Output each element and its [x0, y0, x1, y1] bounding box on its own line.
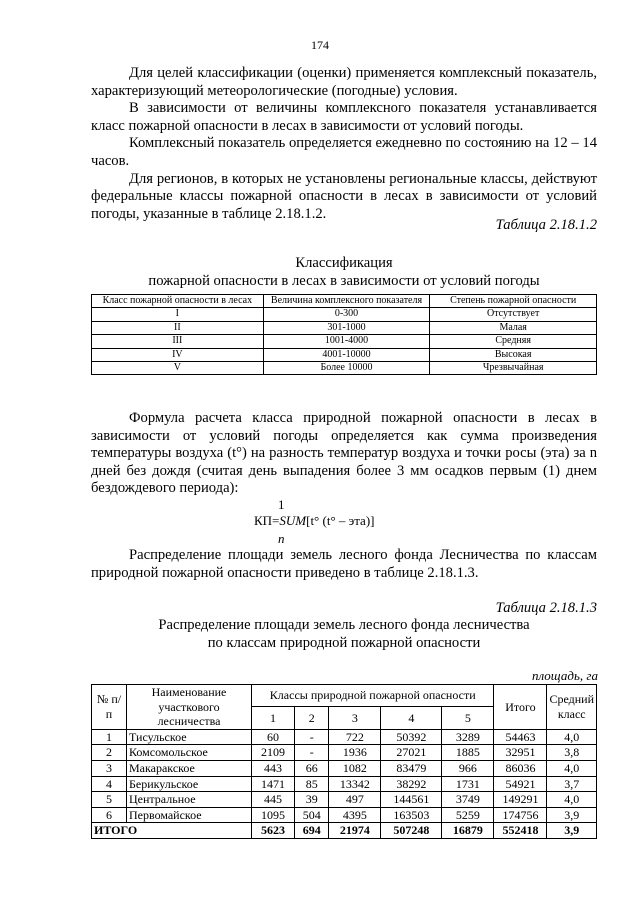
distribution-text [91, 547, 597, 582]
table-cell: 1936 [329, 745, 381, 761]
table-cell: 4,0 [547, 760, 597, 776]
table-cell: 1001-4000 [263, 335, 430, 348]
table-cell: 722 [329, 729, 381, 745]
table-cell: Отсутствует [430, 308, 597, 321]
table-cell: Центральное [127, 792, 252, 808]
table-cell: Малая [430, 321, 597, 334]
table-title-line: Распределение площади земель лесного фонда лесничества [158, 617, 530, 633]
table-cell: 2 [92, 745, 127, 761]
table-title-line: пожарной опасности в лесах в зависимости от условий погоды [148, 272, 540, 289]
table-cell: Чрезвычайная [430, 362, 597, 375]
column-header: Итого [494, 685, 547, 730]
table-row [92, 776, 597, 792]
table-cell: - [295, 729, 329, 745]
table-cell: Средняя [430, 335, 597, 348]
formula-lower: n [278, 531, 285, 546]
formula [240, 497, 440, 547]
column-header: Класс пожарной опасности в лесах [92, 295, 264, 308]
table-cell: 3,9 [547, 807, 597, 823]
table-cell: 38292 [381, 776, 442, 792]
table-caption: Таблица 2.18.1.2 [495, 217, 597, 233]
table-cell: Макаракское [127, 760, 252, 776]
formula-sum: SUM [279, 513, 307, 528]
table-cell: V [92, 362, 264, 375]
column-header: Средний класс [547, 685, 597, 730]
table-cell: I [92, 308, 264, 321]
formula-text [91, 410, 597, 498]
paragraph: Комплексный показатель определяется ежедневно по состоянию на 12 – 14 часов. [91, 135, 597, 169]
column-header: 4 [381, 707, 442, 729]
formula-lhs: КП= [254, 513, 280, 528]
table-cell: Высокая [430, 348, 597, 361]
distribution-table [91, 684, 597, 839]
table-cell: 504 [295, 807, 329, 823]
table-cell: 507248 [381, 823, 442, 839]
paragraph: В зависимости от величины комплексного показателя устанавливается класс пожарной опасности в лесах в зависимости от условий погоды. [91, 100, 597, 134]
table-cell: 60 [252, 729, 295, 745]
table-cell: 3,8 [547, 745, 597, 761]
table-cell: 27021 [381, 745, 442, 761]
table-row [92, 335, 597, 348]
table-cell: 3,7 [547, 776, 597, 792]
table-row [92, 792, 597, 808]
formula-upper: 1 [278, 497, 285, 512]
table-cell: Комсомольское [127, 745, 252, 761]
table-cell: 144561 [381, 792, 442, 808]
table-cell: 6 [92, 807, 127, 823]
formula-main [254, 513, 375, 529]
paragraph: Распределение площади земель лесного фонда Лесничества по классам природной пожарной опасности приведено в таблице 2.18.1.3. [91, 547, 597, 581]
table-cell: 13342 [329, 776, 381, 792]
column-header: 3 [329, 707, 381, 729]
table-cell: 54463 [494, 729, 547, 745]
formula-body: [t° (t° – эта)] [306, 513, 375, 528]
table-row [92, 308, 597, 321]
table-cell: 3,9 [547, 823, 597, 839]
table-cell: 445 [252, 792, 295, 808]
table-cell: 497 [329, 792, 381, 808]
table-cell: 4 [92, 776, 127, 792]
column-header: Наименование участкового лесничества [127, 685, 252, 730]
fire-class-table [91, 294, 597, 375]
table-cell: 4,0 [547, 792, 597, 808]
table-cell: 1 [92, 729, 127, 745]
table-cell: 552418 [494, 823, 547, 839]
table-cell: 1885 [442, 745, 494, 761]
table-cell: 16879 [442, 823, 494, 839]
column-header: 5 [442, 707, 494, 729]
paragraph: Для целей классификации (оценки) применяется комплексный показатель, характеризующий метеорологические (погодные) условия. [91, 65, 597, 99]
table-row [92, 807, 597, 823]
table-cell: 50392 [381, 729, 442, 745]
table-cell: 39 [295, 792, 329, 808]
table-cell: 301-1000 [263, 321, 430, 334]
table-header-row [92, 685, 597, 707]
table-caption: Таблица 2.18.1.3 [495, 600, 597, 616]
table-row [92, 348, 597, 361]
table-cell: ИТОГО [92, 823, 252, 839]
column-header: Степень пожарной опасности [430, 295, 597, 308]
table-row [92, 745, 597, 761]
table-cell: 1471 [252, 776, 295, 792]
table-cell: 1095 [252, 807, 295, 823]
paragraph: Формула расчета класса природной пожарной опасности в лесах в зависимости от условий погоды определяется как сумма произведения температуры воздуха (t°) на разность температур воздуха и точки росы (эта) за n дней без дождя (считая день выпадения более 3 мм осадков первым (1) днем бездождевого периода): [91, 410, 597, 497]
table-cell: 4,0 [547, 729, 597, 745]
table-cell: Тисульское [127, 729, 252, 745]
table-cell: 5259 [442, 807, 494, 823]
table-cell: - [295, 745, 329, 761]
table-title-line: Классификация [295, 255, 393, 271]
table-cell: Первомайское [127, 807, 252, 823]
total-row [92, 823, 597, 839]
intro-text [91, 65, 597, 223]
table-cell: 66 [295, 760, 329, 776]
table-cell: 3289 [442, 729, 494, 745]
table-title [91, 617, 597, 652]
column-header: 2 [295, 707, 329, 729]
table-cell: 32951 [494, 745, 547, 761]
table-cell: 5623 [252, 823, 295, 839]
table-row [92, 321, 597, 334]
table-cell: II [92, 321, 264, 334]
table-cell: 83479 [381, 760, 442, 776]
table-row [92, 760, 597, 776]
table-cell: IV [92, 348, 264, 361]
table-cell: 0-300 [263, 308, 430, 321]
table-cell: 86036 [494, 760, 547, 776]
table-cell: 149291 [494, 792, 547, 808]
column-header: 1 [252, 707, 295, 729]
table-cell: 85 [295, 776, 329, 792]
units-label: площадь, га [531, 668, 598, 683]
page-number: 174 [311, 38, 329, 52]
table-cell: Более 10000 [263, 362, 430, 375]
table-cell: 1082 [329, 760, 381, 776]
table-cell: 3749 [442, 792, 494, 808]
table-cell: 1731 [442, 776, 494, 792]
table-cell: 966 [442, 760, 494, 776]
table-header-row [92, 295, 597, 308]
table-cell: 5 [92, 792, 127, 808]
table-cell: 174756 [494, 807, 547, 823]
column-header: Величина комплексного показателя [263, 295, 430, 308]
table-cell: 2109 [252, 745, 295, 761]
table-row [92, 729, 597, 745]
table-cell: 4001-10000 [263, 348, 430, 361]
table-cell: 4395 [329, 807, 381, 823]
table-cell: 21974 [329, 823, 381, 839]
table-cell: III [92, 335, 264, 348]
table-row [92, 362, 597, 375]
column-header: № п/п [92, 685, 127, 730]
table-cell: 694 [295, 823, 329, 839]
table-cell: 3 [92, 760, 127, 776]
table-cell: 54921 [494, 776, 547, 792]
table-cell: 443 [252, 760, 295, 776]
table-cell: 163503 [381, 807, 442, 823]
column-header: Классы природной пожарной опасности [252, 685, 494, 707]
table-title [91, 255, 597, 290]
paragraph: Для регионов, в которых не установлены региональные классы, действуют федеральные классы пожарной опасности в лесах в зависимости от условий погоды, указанные в таблице 2.18.1.2. [91, 170, 597, 222]
table-cell: Берикульское [127, 776, 252, 792]
table-title-line: по классам природной пожарной опасности [207, 634, 481, 651]
